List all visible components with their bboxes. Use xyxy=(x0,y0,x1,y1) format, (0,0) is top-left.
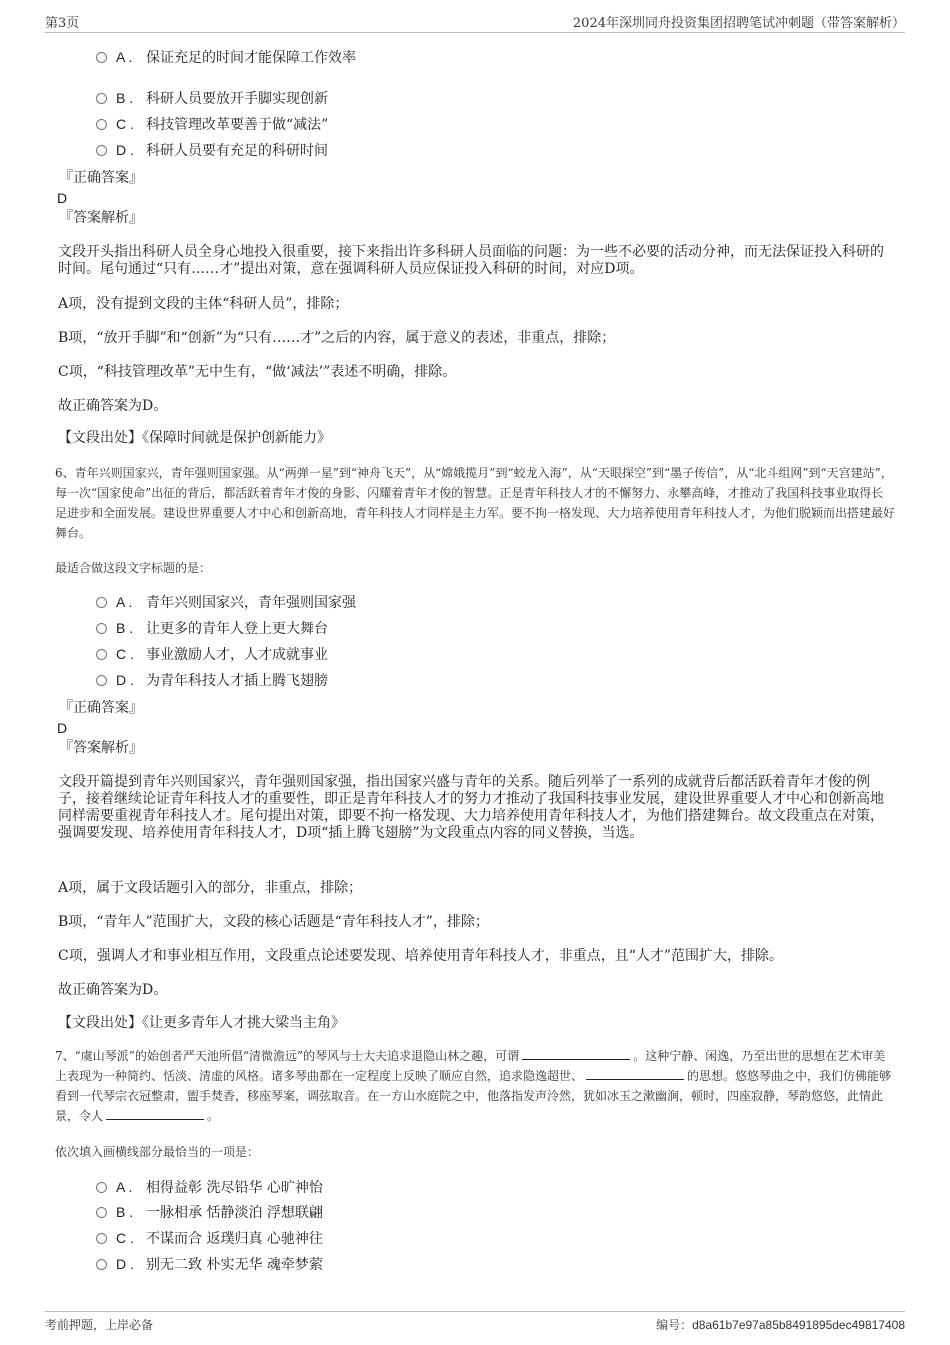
q7-stem: 7、“虞山琴派”的始创者严天池所倡“清微澹远”的琴风与士大夫追求退隐山林之趣，可谓 。这种宁静、闲逸，乃至出世的思想在艺术审美上表现为一种简约、恬淡、清虚的风格。诸多琴曲都在一定程度上反映了顺应自然，追求隐逸超世、 的思想。悠悠琴曲之中，我们仿佛能够看到一代琴宗衣冠整肃，盥手焚香，移座琴案，调弦取音。在一方山水庭院之中，他落指发声泠然，犹如冰玉之漱幽涧，顿时，四座寂静，琴韵悠悠，此情此景，令人 。 xyxy=(55,1049,892,1123)
q5-answer: D xyxy=(57,190,68,206)
q6-stem: 6、青年兴则国家兴，青年强则国家强。从“两弹一星”到“神舟飞天”，从“嫦娥揽月”到“蛟龙入海”，从“天眼探空”到“墨子传信”，从“北斗组网”到“天宫建站”，每一次“国家使命”出征的背后，都活跃着青年才俊的身影、闪耀着青年才俊的智慧。正是青年科技人才的不懈努力、永攀高峰，才推动了我国科技事业取得长足进步和全面发展。建设世界重要人才中心和创新高地，青年科技人才同样是主力军。要不拘一格发现、大力培养使用青年科技人才，为他们脱颖而出搭建最好舞台。 xyxy=(55,466,896,540)
q5-analysis-a: A项，没有提到文段的主体“科研人员”，排除； xyxy=(58,296,349,312)
document-title: 2024年深圳同舟投资集团招聘笔试冲刺题（带答案解析） xyxy=(572,16,905,31)
fill-blank-1[interactable] xyxy=(522,1047,630,1060)
code-label: 编号： xyxy=(656,1318,693,1332)
radio-icon[interactable] xyxy=(96,52,107,63)
radio-icon[interactable] xyxy=(96,1233,107,1244)
radio-icon[interactable] xyxy=(96,649,107,660)
q5-option-d[interactable]: D . 科研人员要有充足的科研时间 xyxy=(96,139,328,161)
q6-conclusion: 故正确答案为D。 xyxy=(58,982,168,998)
q5-answer-label: 『正确答案』 xyxy=(59,170,143,186)
q6-option-a[interactable]: A . 青年兴则国家兴，青年强则国家强 xyxy=(96,591,356,613)
q5-source: 【文段出处】《保障时间就是保护创新能力》 xyxy=(58,430,331,446)
radio-icon[interactable] xyxy=(96,675,107,686)
q7-prompt: 依次填入画横线部分最恰当的一项是： xyxy=(55,1145,260,1159)
q7-option-b[interactable]: B . 一脉相承 恬静淡泊 浮想联翩 xyxy=(96,1201,323,1223)
document-code xyxy=(656,1316,905,1333)
radio-icon[interactable] xyxy=(96,1207,107,1218)
page-footer xyxy=(45,1311,905,1334)
q6-answer-label: 『正确答案』 xyxy=(59,700,143,716)
q7-option-a[interactable]: A . 相得益彰 洗尽铅华 心旷神怡 xyxy=(96,1176,323,1198)
q5-analysis-b: B项，“放开手脚”和“创新”为“只有……才”之后的内容，属于意义的表述，非重点，排除； xyxy=(58,330,616,346)
radio-icon[interactable] xyxy=(96,597,107,608)
q5-analysis-label: 『答案解析』 xyxy=(59,210,143,226)
q6-prompt: 最适合做这段文字标题的是： xyxy=(55,561,212,575)
radio-icon[interactable] xyxy=(96,623,107,634)
q5-analysis-c: C项，“科技管理改革”无中生有，“做‘减法’”表述不明确，排除。 xyxy=(58,364,457,380)
footer-slogan: 考前押题，上岸必备 xyxy=(45,1318,154,1332)
q7-option-d[interactable]: D . 别无二致 朴实无华 魂牵梦萦 xyxy=(96,1253,323,1275)
q5-option-b[interactable]: B . 科研人员要放开手脚实现创新 xyxy=(96,87,328,109)
radio-icon[interactable] xyxy=(96,119,107,130)
q5-analysis-main: 文段开头指出科研人员全身心地投入很重要，接下来指出许多科研人员面临的问题：为一些不必要的活动分神，而无法保证投入科研的时间。尾句通过“只有……才”提出对策，意在强调科研人员应保证投入科研的时间，对应D项。 xyxy=(58,244,884,277)
q6-option-d[interactable]: D . 为青年科技人才插上腾飞翅膀 xyxy=(96,669,328,691)
fill-blank-2[interactable] xyxy=(586,1067,684,1080)
page-header xyxy=(45,12,905,33)
q5-option-c[interactable]: C . 科技管理改革要善于做“减法” xyxy=(96,113,328,135)
q6-analysis-label: 『答案解析』 xyxy=(59,740,143,756)
q6-analysis-b: B项，“青年人”范围扩大，文段的核心话题是“青年科技人才”，排除； xyxy=(58,914,489,930)
q6-answer: D xyxy=(57,720,68,736)
q5-conclusion: 故正确答案为D。 xyxy=(58,398,168,414)
radio-icon[interactable] xyxy=(96,93,107,104)
radio-icon[interactable] xyxy=(96,145,107,156)
radio-icon[interactable] xyxy=(96,1259,107,1270)
q6-analysis-c: C项，强调人才和事业相互作用，文段重点论述要发现、培养使用青年科技人才，非重点，且“人才”范围扩大，排除。 xyxy=(58,948,784,964)
code-value: d8a61b7e97a85b8491895dec49817408 xyxy=(692,1318,905,1332)
q6-option-c[interactable]: C . 事业激励人才，人才成就事业 xyxy=(96,643,328,665)
q6-analysis-main: 文段开篇提到青年兴则国家兴，青年强则国家强，指出国家兴盛与青年的关系。随后列举了一系列的成就背后都活跃着青年才俊的例子，接着继续论证青年科技人才的重要性，即正是青年科技人才的努力才推动了我国科技事业发展，建设世界重要人才中心和创新高地同样需要重视青年科技人才。尾句提出对策，即要不拘一格发现、大力培养使用青年科技人才，为他们搭建舞台。故文段重点在对策，强调要发现、培养使用青年科技人才，D项“插上腾飞翅膀”为文段重点内容的同义替换，当选。 xyxy=(58,774,884,841)
fill-blank-3[interactable] xyxy=(106,1107,204,1120)
q6-analysis-a: A项，属于文段话题引入的部分，非重点，排除； xyxy=(58,880,363,896)
q5-option-a[interactable]: A . 保证充足的时间才能保障工作效率 xyxy=(96,46,356,68)
q6-option-b[interactable]: B . 让更多的青年人登上更大舞台 xyxy=(96,617,328,639)
q7-option-c[interactable]: C . 不谋而合 返璞归真 心驰神往 xyxy=(96,1227,323,1249)
q6-source: 【文段出处】《让更多青年人才挑大梁当主角》 xyxy=(58,1015,345,1031)
radio-icon[interactable] xyxy=(96,1182,107,1193)
page-number: 第3页 xyxy=(45,16,80,31)
